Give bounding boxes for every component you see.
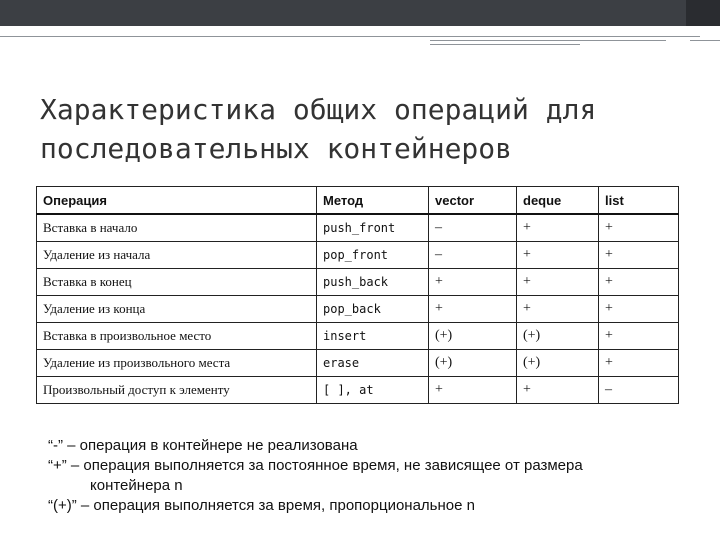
header-list: list — [599, 187, 679, 215]
cell-operation: Удаление из произвольного места — [37, 350, 317, 377]
cell-operation: Произвольный доступ к элементу — [37, 377, 317, 404]
cell-vector: – — [429, 242, 517, 269]
cell-list: + — [599, 269, 679, 296]
top-banner — [0, 0, 720, 26]
decor-line — [430, 44, 580, 45]
cell-method: pop_back — [317, 296, 429, 323]
decor-line — [430, 40, 666, 41]
table-row — [37, 296, 679, 323]
cell-operation: Удаление из конца — [37, 296, 317, 323]
table-row — [37, 214, 679, 242]
cell-list: + — [599, 214, 679, 242]
cell-deque: + — [517, 296, 599, 323]
cell-method: push_front — [317, 214, 429, 242]
cell-deque: + — [517, 377, 599, 404]
header-deque: deque — [517, 187, 599, 215]
cell-list: + — [599, 296, 679, 323]
cell-list: + — [599, 350, 679, 377]
cell-method: pop_front — [317, 242, 429, 269]
note-minus: “-” – операция в контейнере не реализована — [48, 437, 358, 454]
table-row — [37, 377, 679, 404]
decor-line — [0, 36, 700, 37]
cell-operation: Вставка в конец — [37, 269, 317, 296]
cell-operation: Вставка в произвольное место — [37, 323, 317, 350]
note-paren-plus: “(+)” – операция выполняется за время, пропорциональное n — [48, 497, 475, 514]
top-banner-corner — [686, 0, 720, 26]
cell-list: + — [599, 242, 679, 269]
cell-vector: (+) — [429, 323, 517, 350]
cell-method: insert — [317, 323, 429, 350]
cell-deque: (+) — [517, 323, 599, 350]
cell-list: – — [599, 377, 679, 404]
cell-vector: + — [429, 296, 517, 323]
cell-operation: Удаление из начала — [37, 242, 317, 269]
table-header-row — [37, 187, 679, 215]
cell-deque: + — [517, 242, 599, 269]
header-method: Метод — [317, 187, 429, 215]
cell-deque: + — [517, 269, 599, 296]
cell-list: + — [599, 323, 679, 350]
cell-vector: + — [429, 377, 517, 404]
header-operation: Операция — [37, 187, 317, 215]
table-row — [37, 242, 679, 269]
table-row — [37, 323, 679, 350]
cell-method: erase — [317, 350, 429, 377]
cell-operation: Вставка в начало — [37, 214, 317, 242]
table-row — [37, 269, 679, 296]
operations-table — [36, 186, 678, 418]
legend-notes — [48, 436, 708, 516]
cell-method: push_back — [317, 269, 429, 296]
note-plus: “+” – операция выполняется за постоянное время, не зависящее от размера — [48, 457, 583, 474]
cell-vector: + — [429, 269, 517, 296]
cell-method: [ ], at — [317, 377, 429, 404]
slide-title: Характеристика общих операций для последовательных контейнеров — [40, 93, 597, 165]
cell-deque: (+) — [517, 350, 599, 377]
table-row — [37, 350, 679, 377]
cell-deque: + — [517, 214, 599, 242]
header-vector: vector — [429, 187, 517, 215]
note-plus-continued: контейнера n — [90, 477, 183, 494]
decor-line — [690, 40, 720, 41]
cell-vector: (+) — [429, 350, 517, 377]
cell-vector: – — [429, 214, 517, 242]
